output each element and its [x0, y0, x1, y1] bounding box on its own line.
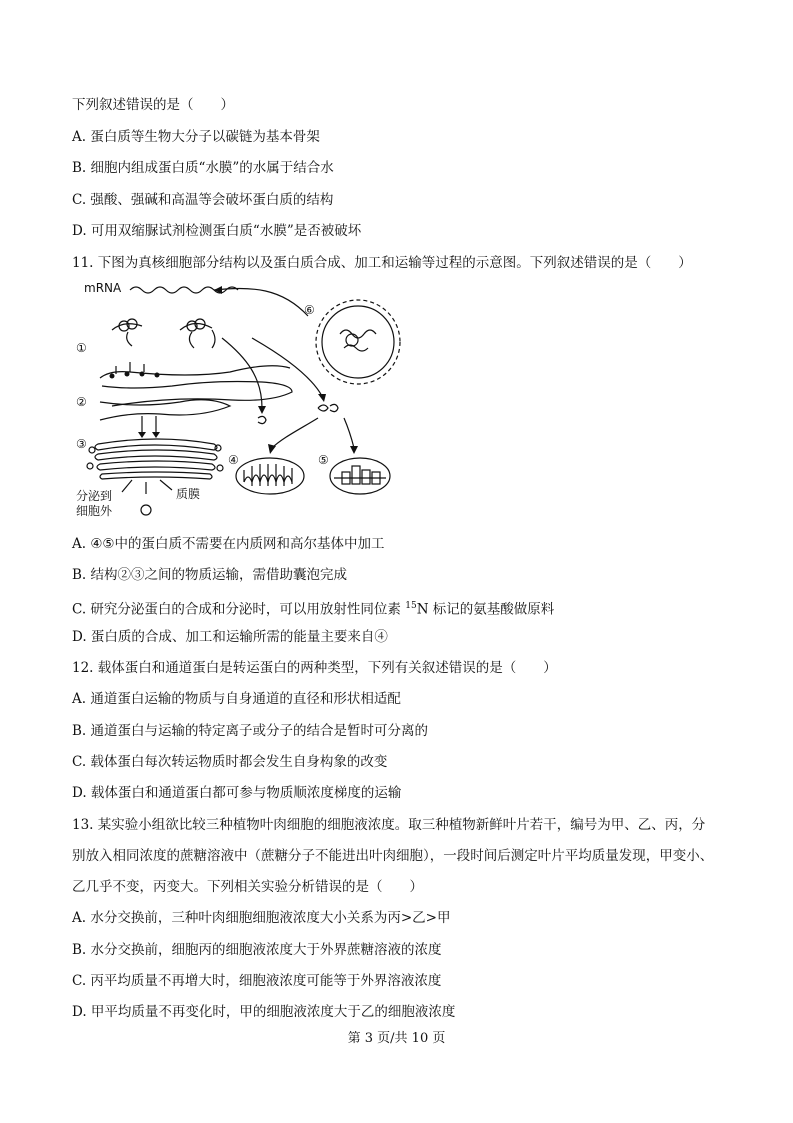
arrow-to-chloroplast — [344, 418, 354, 448]
marker-4: ④ — [228, 453, 239, 467]
q12-option-b: B. 通道蛋白与运输的特定离子或分子的结合是暂时可分离的 — [72, 723, 429, 739]
er-lower-sheet — [100, 400, 230, 420]
q12-option-d: D. 载体蛋白和通道蛋白都可参与物质顺浓度梯度的运输 — [72, 785, 402, 801]
q13-option-d: D. 甲平均质量不再变化时，甲的细胞液浓度大于乙的细胞液浓度 — [72, 1004, 456, 1020]
q13-option-b: B. 水分交换前，细胞丙的细胞液浓度大于外界蔗糖溶液的浓度 — [72, 942, 442, 958]
organelle-proteins — [318, 404, 338, 411]
q11-option-c — [72, 597, 554, 619]
marker-6: ⑥ — [304, 303, 315, 317]
q11-option-b: B. 结构②③之间的物质运输，需借助囊泡完成 — [72, 567, 348, 583]
rough-er-body — [102, 382, 292, 407]
q11-option-d: D. 蛋白质的合成、加工和运输所需的能量主要来自④ — [72, 629, 388, 645]
q13-option-c: C. 丙平均质量不再增大时，细胞液浓度可能等于外界溶液浓度 — [72, 973, 442, 989]
marker-5: ⑤ — [318, 453, 329, 467]
q11-option-c-text: C. 研究分泌蛋白的合成和分泌时，可以用放射性同位素 — [72, 601, 401, 618]
q12-option-c: C. 载体蛋白每次转运物质时都会发生自身构象的改变 — [72, 754, 388, 770]
q13-option-a: A. 水分交换前，三种叶肉细胞细胞液浓度大小关系为丙>乙>甲 — [72, 910, 451, 926]
chloroplast — [330, 458, 390, 494]
secretory-vesicle — [141, 505, 151, 515]
marker-2: ② — [76, 395, 87, 409]
q13-stem-line1: 13. 某实验小组欲比较三种植物叶肉细胞的细胞液浓度。取三种植物新鲜叶片若干，编号为甲、乙、丙，分 — [72, 817, 706, 833]
q10-stem: 下列叙述错误的是（ ） — [72, 97, 234, 113]
nucleus — [316, 300, 400, 384]
cell-structure-figure — [72, 278, 402, 518]
cytosol-protein — [258, 416, 266, 423]
free-ribosomes — [112, 319, 215, 348]
arrow-to-mitochondrion — [272, 418, 318, 448]
q10-option-c: C. 强酸、强碱和高温等会破坏蛋白质的结构 — [72, 192, 334, 208]
q12-option-a: A. 通道蛋白运输的物质与自身通道的直径和形状相适配 — [72, 691, 401, 707]
marker-3: ③ — [76, 437, 87, 451]
q13-stem-line3: 乙几乎不变，丙变大。下列相关实验分析错误的是（ ） — [72, 879, 423, 895]
q11-option-c-tail: N 标记的氨基酸做原料 — [416, 601, 555, 618]
rough-er-top — [100, 366, 290, 378]
q11-stem: 11. 下图为真核细胞部分结构以及蛋白质合成、加工和运输等过程的示意图。下列叙述错误的是（ ） — [72, 255, 692, 271]
isotope-superscript: 15 — [405, 601, 417, 611]
secrete-label-1: 分泌到 — [76, 489, 113, 503]
q10-option-a: A. 蛋白质等生物大分子以碳链为基本骨架 — [72, 129, 320, 145]
q13-stem-line2: 别放入相同浓度的蔗糖溶液中（蔗糖分子不能进出叶肉细胞），一段时间后测定叶片平均质量发现，甲变小、 — [72, 848, 714, 864]
membrane-label: 质膜 — [176, 487, 201, 501]
golgi-apparatus — [87, 439, 223, 479]
er-to-golgi-arrows — [142, 416, 156, 432]
page-footer: 第 3 页/共 10 页 — [347, 1031, 446, 1046]
arrow-to-cytosol-protein — [222, 338, 262, 408]
q10-option-d: D. 可用双缩脲试剂检测蛋白质“水膜”是否被破坏 — [72, 223, 362, 239]
mrna-label: mRNA — [84, 281, 122, 295]
golgi-output-arrows — [122, 480, 172, 494]
mitochondrion — [236, 458, 304, 494]
secrete-label-2: 细胞外 — [76, 504, 113, 518]
marker-1: ① — [76, 341, 87, 355]
nucleus-to-mrna-arrow — [214, 288, 308, 316]
q10-option-b: B. 细胞内组成蛋白质“水膜”的水属于结合水 — [72, 160, 334, 176]
q11-option-a: A. ④⑤中的蛋白质不需要在内质网和高尔基体中加工 — [72, 536, 385, 552]
q12-stem: 12. 载体蛋白和通道蛋白是转运蛋白的两种类型，下列有关叙述错误的是（ ） — [72, 660, 557, 676]
